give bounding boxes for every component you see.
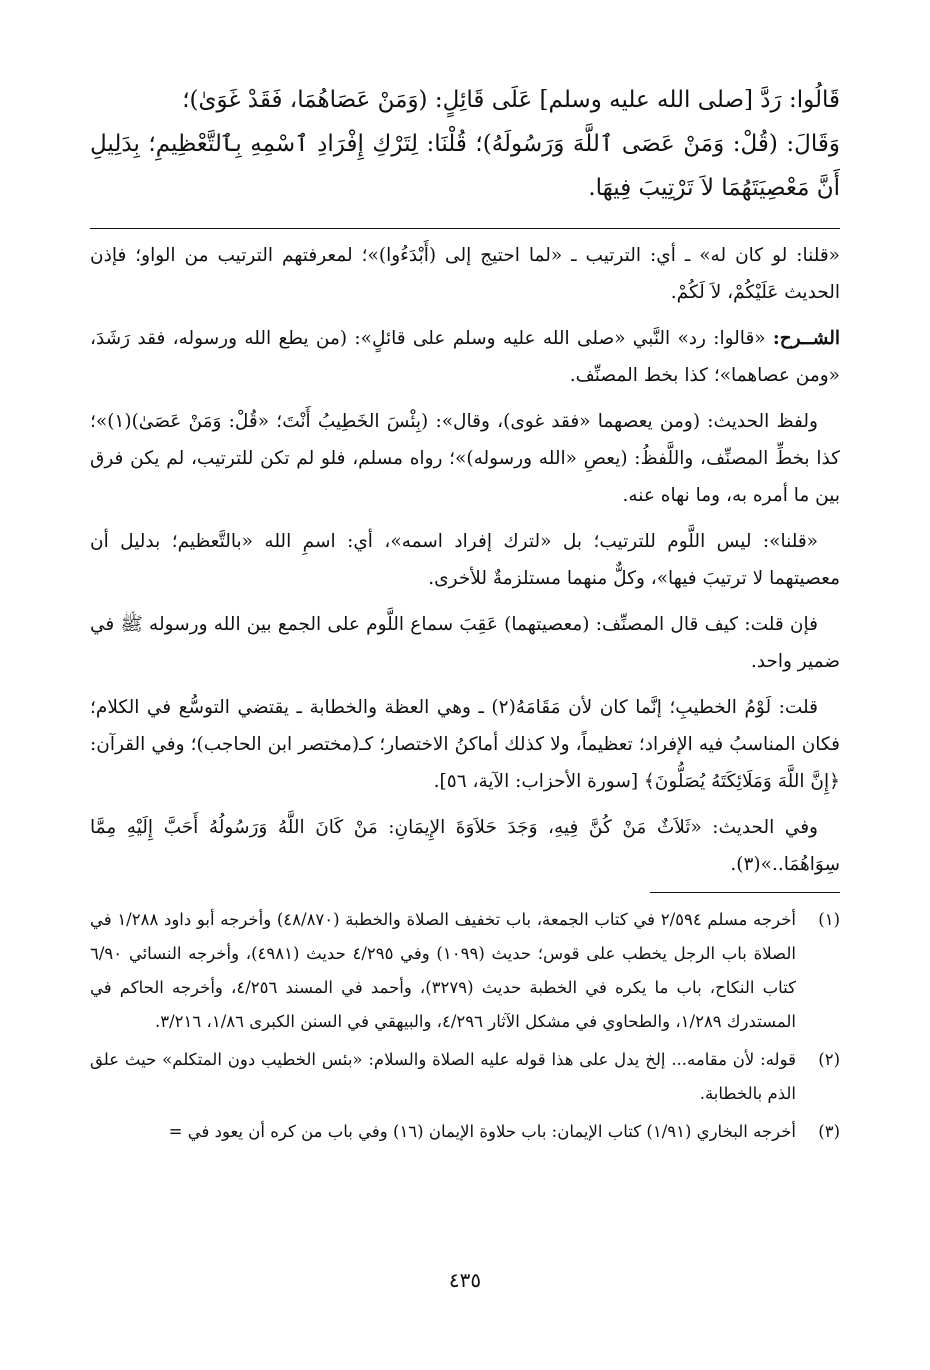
main-text-line: قَالُوا: رَدَّ [صلى الله عليه وسلم] عَلَى قَائِلٍ: (وَمَنْ عَصَاهُمَا، فَقَدْ غَوَىٰ)؛ xyxy=(182,87,840,113)
commentary-paragraph xyxy=(90,606,840,680)
footnote-divider xyxy=(650,892,840,893)
page-number: ٤٣٥ xyxy=(448,1268,482,1292)
commentary-text: ولفظ الحديث: (ومن يعصهما «فقد غوى)، وقال»: (بِئْسَ الخَطِيبُ أَنْتَ؛ «قُلْ: وَمَنْ عَصَىٰ)(١)»؛ كذا بخطِّ المصنِّف، واللَّفظُ: (يعصِ «الله ورسوله)»؛ رواه مسلم، فلو لم تكن للترتيب، لم يكن فرق بين ما أمره به، وما نهاه عنه. xyxy=(90,411,840,506)
main-text xyxy=(90,78,840,210)
main-divider xyxy=(90,228,840,229)
commentary-paragraph xyxy=(90,689,840,800)
footnote-text: قوله: لأن مقامه... إلخ يدل على هذا قوله عليه الصلاة والسلام: «بئس الخطيب دون المتكلم» حيث علق الذم بالخطابة. xyxy=(90,1050,796,1103)
footnote xyxy=(90,903,840,1039)
commentary-paragraph xyxy=(90,237,840,311)
page-body xyxy=(90,78,840,1153)
footnote-text: أخرجه مسلم ٢/٥٩٤ في كتاب الجمعة، باب تخفيف الصلاة والخطبة (٤٨/٨٧٠) وأخرجه أبو داود ١/٢٨٨ في الصلاة باب الرجل يخطب على قوس؛ حديث (١٠٩٩) وفي ٤/٢٩٥ حديث (٤٩٨١)، وأخرجه النسائي ٦/٩٠ كتاب النكاح، باب ما يكره في الخطبة حديث (٣٢٧٩)، وأحمد في المسند ٤/٢٥٦، وأخرجه الحاكم في المستدرك ١/٢٨٩، والطحاوي في مشكل الآثار ٤/٢٩٦، والبيهقي في السنن الكبرى ١/٨٦، ٣/٢١٦. xyxy=(90,910,796,1031)
commentary xyxy=(90,237,840,883)
footnote xyxy=(90,1115,840,1149)
commentary-text: قلت: لَوْمُ الخطيبِ؛ إنَّما كان لأن مَقَامَهُ(٢) ـ وهي العظة والخطابة ـ يقتضي التوسُّع في الكلام؛ فكان المناسبُ فيه الإفراد؛ تعظيماً، ولا كذلك أماكنُ الاختصار؛ كـ(مختصر ابن الحاجب)؛ وفي القرآن: ﴿إِنَّ اللَّهَ وَمَلَائِكَتَهُ يُصَلُّونَ﴾ [سورة الأحزاب: الآية، ٥٦]. xyxy=(90,697,840,792)
commentary-paragraph xyxy=(90,809,840,883)
footnote-number: (١) xyxy=(818,910,840,929)
footnote-number: (٢) xyxy=(818,1050,840,1069)
commentary-label: الشــرح: xyxy=(772,328,840,349)
commentary-text: فإن قلت: كيف قال المصنِّف: (معصيتهما) عَقِبَ سماع اللَّوم على الجمع بين الله ورسوله ﷺ في ضمير واحد. xyxy=(90,614,840,672)
commentary-text: وفي الحديث: «ثَلاَثٌ مَنْ كُنَّ فِيهِ، وَجَدَ حَلاَوَةَ الإِيمَانِ: مَنْ كَانَ اللَّهُ وَرَسُولُهُ أَحَبَّ إِلَيْهِ مِمَّا سِوَاهُمَا..»(٣). xyxy=(90,817,840,875)
footnote-text: أخرجه البخاري (١/٩١) كتاب الإيمان: باب حلاوة الإيمان (١٦) وفي باب من كره أن يعود في = xyxy=(168,1122,796,1141)
footnotes xyxy=(90,903,840,1149)
commentary-paragraph xyxy=(90,320,840,394)
commentary-text: «قلنا»: ليس اللَّوم للترتيب؛ بل «لترك إفراد اسمه»، أي: اسمِ الله «بالتَّعظيم؛ بدليل أن معصيتهما لا ترتيبَ فيها»، وكلٌّ منهما مستلزمةٌ للأخرى. xyxy=(90,531,840,589)
commentary-paragraph xyxy=(90,403,840,514)
footnote xyxy=(90,1043,840,1111)
commentary-text: «قالوا: رد» النَّبي «صلى الله عليه وسلم على قائلٍ»: (من يطع الله ورسوله، فقد رَشَدَ، «ومن عصاهما»؛ كذا بخط المصنِّف. xyxy=(90,328,840,386)
main-text-line: وَقَالَ: (قُلْ: وَمَنْ عَصَى ٱللَّهَ وَرَسُولَهُ)؛ قُلْنَا: لِتَرْكِ إِفْرَادِ ٱسْمِهِ بِٱلتَّعْظِيمِ؛ بِدَلِيلِ أَنَّ مَعْصِيَتَهُمَا لاَ تَرْتِيبَ فِيهَا. xyxy=(90,131,840,201)
commentary-text: «قلنا: لو كان له» ـ أي: الترتيب ـ «لما احتيج إلى (أَبْدَءُوا)»؛ لمعرفتهم الترتيب من الواو؛ فإذن الحديث عَلَيْكُمْ، لاَ لَكُمْ. xyxy=(90,245,840,303)
commentary-paragraph xyxy=(90,523,840,597)
footnote-number: (٣) xyxy=(818,1122,840,1141)
